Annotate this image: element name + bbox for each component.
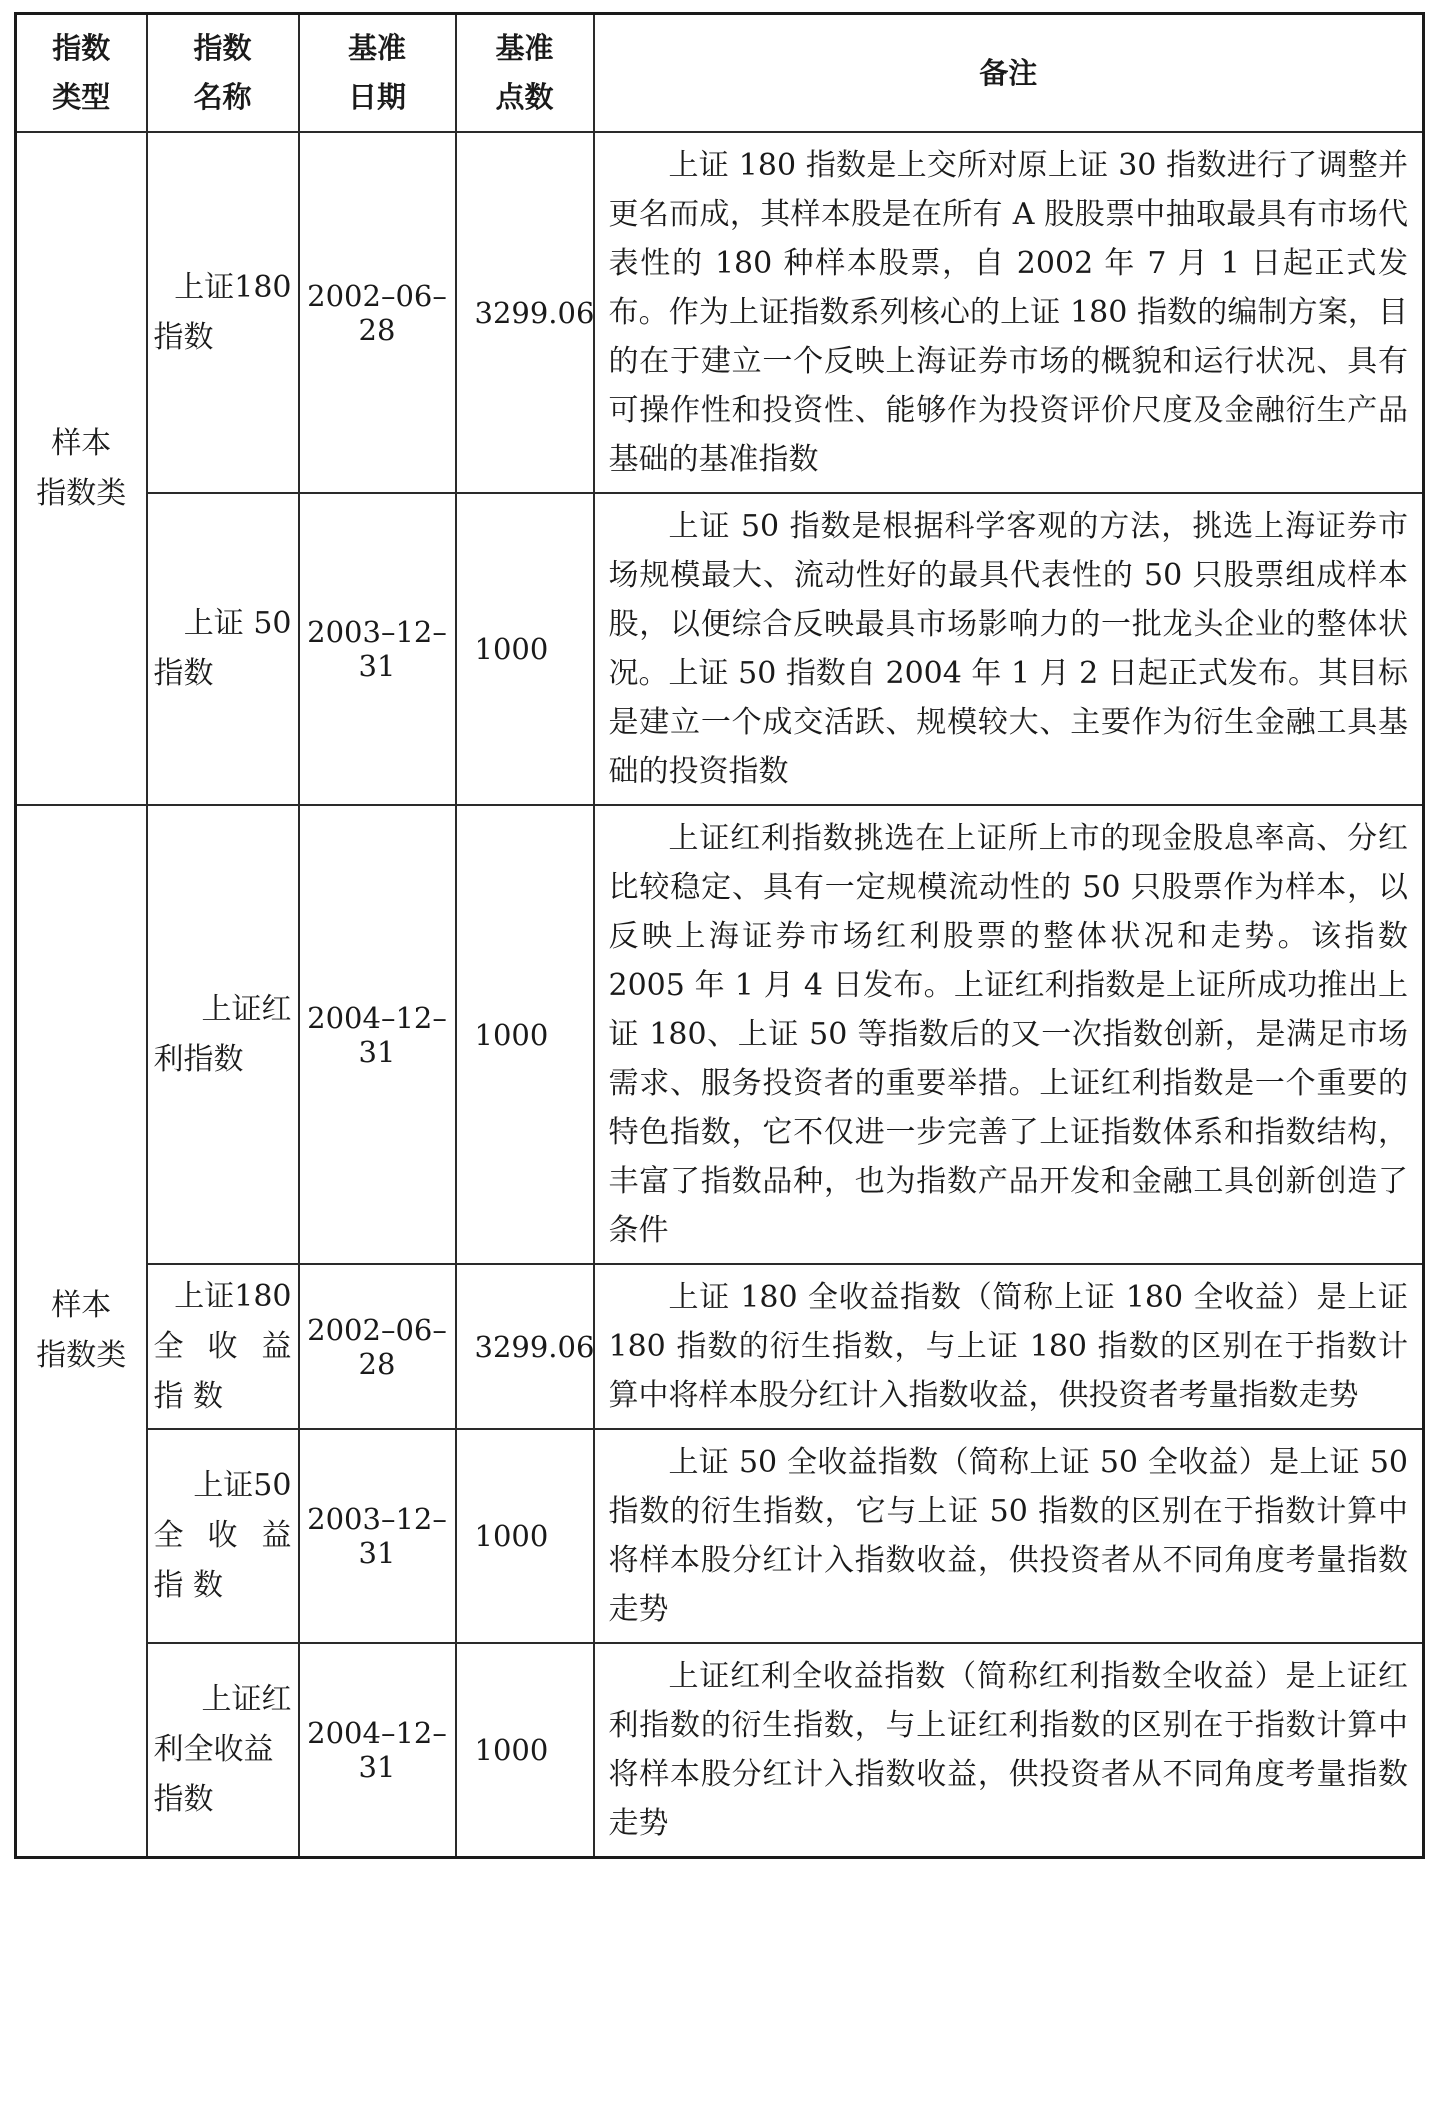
- index-name-cell: 上证180 指数: [147, 132, 299, 493]
- base-points-cell: 3299.06: [456, 1264, 594, 1429]
- base-date-cell: 2003–12–31: [299, 1429, 456, 1643]
- index-name-cell: 上证50 全 收 益 指 数: [147, 1429, 299, 1643]
- category-cell: 样本 指数类: [16, 132, 147, 805]
- note-cell: 上证 50 全收益指数（简称上证 50 全收益）是上证 50 指数的衍生指数，它与上证 50 指数的区别在于指数计算中将样本股分红计入指数收益，供投资者从不同角度考量指数走势: [594, 1429, 1424, 1643]
- note-cell: 上证 50 指数是根据科学客观的方法，挑选上海证券市场规模最大、流动性好的最具代表性的 50 只股票组成样本股，以便综合反映最具市场影响力的一批龙头企业的整体状况。上证 50 指数自 2004 年 1 月 2 日起正式发布。其目标是建立一个成交活跃、规模较大、主要作为衍生金融工具基础的投资指数: [594, 493, 1424, 805]
- base-date-cell: 2004–12–31: [299, 805, 456, 1264]
- base-date-cell: 2003–12–31: [299, 493, 456, 805]
- index-table: [14, 12, 1425, 1859]
- document-page: [14, 12, 1422, 1859]
- header-note: 备注: [594, 14, 1424, 133]
- base-points-cell: 1000: [456, 1429, 594, 1643]
- note-cell: 上证 180 指数是上交所对原上证 30 指数进行了调整并更名而成，其样本股是在所有 A 股股票中抽取最具有市场代表性的 180 种样本股票，自 2002 年 7 月 1 日起正式发布。作为上证指数系列核心的上证 180 指数的编制方案，目的在于建立一个反映上海证券市场的概貌和运行状况、具有可操作性和投资性、能够作为投资评价尺度及金融衍生产品基础的基准指数: [594, 132, 1424, 493]
- header-row: [16, 14, 1424, 133]
- note-cell: 上证红利全收益指数（简称红利指数全收益）是上证红利指数的衍生指数，与上证红利指数的区别在于指数计算中将样本股分红计入指数收益，供投资者从不同角度考量指数走势: [594, 1643, 1424, 1858]
- header-base-date: 基准 日期: [299, 14, 456, 133]
- table-row: [16, 805, 1424, 1264]
- table-row: [16, 493, 1424, 805]
- index-name-cell: 上证180 全 收 益 指 数: [147, 1264, 299, 1429]
- category-cell: 样本 指数类: [16, 805, 147, 1858]
- note-cell: 上证 180 全收益指数（简称上证 180 全收益）是上证 180 指数的衍生指数，与上证 180 指数的区别在于指数计算中将样本股分红计入指数收益，供投资者考量指数走势: [594, 1264, 1424, 1429]
- base-date-cell: 2002–06–28: [299, 1264, 456, 1429]
- header-index-type: 指数 类型: [16, 14, 147, 133]
- base-points-cell: 1000: [456, 493, 594, 805]
- index-name-cell: 上证红 利指数: [147, 805, 299, 1264]
- base-points-cell: 1000: [456, 805, 594, 1264]
- index-name-cell: 上证红 利全收益 指数: [147, 1643, 299, 1858]
- table-row: [16, 132, 1424, 493]
- table-row: [16, 1643, 1424, 1858]
- table-row: [16, 1264, 1424, 1429]
- base-points-cell: 1000: [456, 1643, 594, 1858]
- header-index-name: 指数 名称: [147, 14, 299, 133]
- note-cell: 上证红利指数挑选在上证所上市的现金股息率高、分红比较稳定、具有一定规模流动性的 50 只股票作为样本，以反映上海证券市场红利股票的整体状况和走势。该指数 2005 年 1 月 4 日发布。上证红利指数是上证所成功推出上证 180、上证 50 等指数后的又一次指数创新，是满足市场需求、服务投资者的重要举措。上证红利指数是一个重要的特色指数，它不仅进一步完善了上证指数体系和指数结构，丰富了指数品种，也为指数产品开发和金融工具创新创造了条件: [594, 805, 1424, 1264]
- index-name-cell: 上证 50 指数: [147, 493, 299, 805]
- header-base-points: 基准 点数: [456, 14, 594, 133]
- base-date-cell: 2002–06–28: [299, 132, 456, 493]
- table-row: [16, 1429, 1424, 1643]
- base-date-cell: 2004–12–31: [299, 1643, 456, 1858]
- base-points-cell: 3299.06: [456, 132, 594, 493]
